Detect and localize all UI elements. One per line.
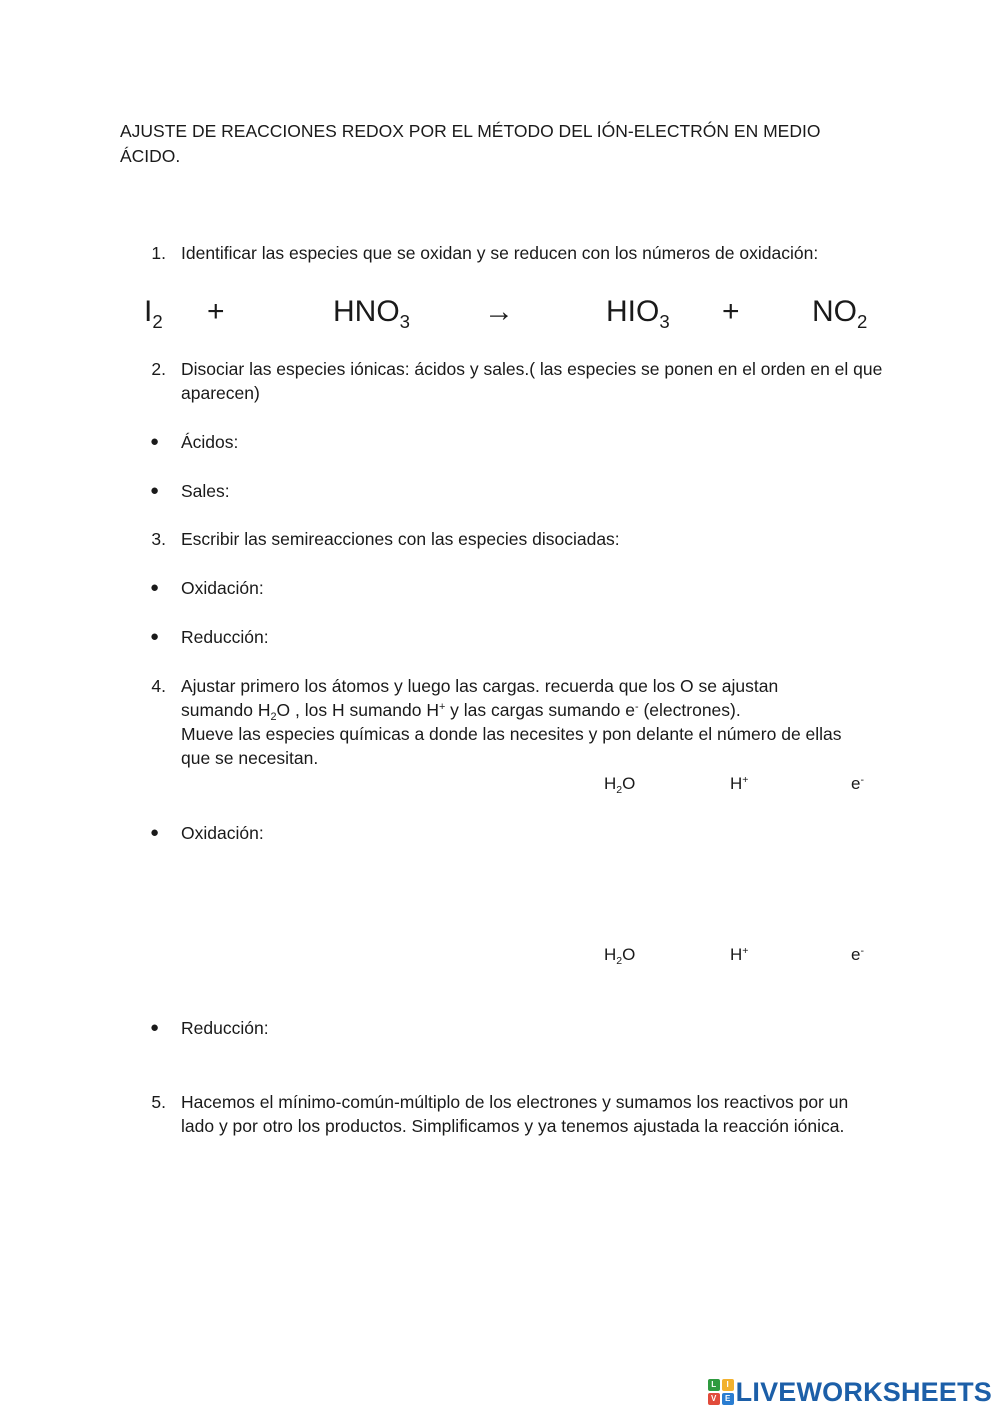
- plus-sign-2: +: [722, 295, 740, 328]
- step-1-number: 1.: [151, 243, 166, 263]
- proton-token[interactable]: H+: [730, 774, 749, 793]
- electron-token[interactable]: e-: [851, 945, 864, 964]
- step-5-text: Hacemos el mínimo-común-múltiplo de los electrones y sumamos los reactivos por un lado y por otro los productos. Simplificamos y ya tenemos ajustada la reacción iónica.: [181, 1092, 849, 1136]
- label-reduccion-step3: Reducción:: [181, 627, 269, 647]
- bullet: ●: [150, 628, 160, 645]
- label-oxidacion-step3: Oxidación:: [181, 578, 264, 598]
- step-3-number: 3.: [151, 529, 166, 549]
- bullet: ●: [150, 824, 160, 841]
- bullet: ●: [150, 433, 160, 450]
- reactant-nitric-acid: $HNO_3$: [333, 295, 411, 333]
- step-2-number: 2.: [151, 359, 166, 379]
- water-molecule-token[interactable]: $H_2O$: [604, 774, 636, 796]
- bullet: ●: [150, 482, 160, 499]
- step-5-number: 5.: [151, 1092, 166, 1112]
- step-1-text: Identificar las especies que se oxidan y se reducen con los números de oxidación:: [181, 243, 819, 263]
- liveworksheets-logo: [708, 1377, 992, 1407]
- reaction-arrow: →: [484, 295, 514, 328]
- proton-token[interactable]: H+: [730, 945, 749, 964]
- label-reduccion-step4: Reducción:: [181, 1018, 269, 1038]
- product-iodic-acid: $HIO_3$: [606, 295, 670, 333]
- logo-mark-icon: L I V E: [708, 1379, 734, 1405]
- page-title: AJUSTE DE REACCIONES REDOX POR EL MÉTODO DEL IÓN-ELECTRÓN EN MEDIO ÁCIDO.: [120, 121, 821, 166]
- reactant-iodine: $I_2$: [144, 295, 163, 333]
- step-3-text: Escribir las semireacciones con las especies disociadas:: [181, 529, 620, 549]
- step-4-text: Ajustar primero los átomos y luego las cargas. recuerda que los O se ajustan sumando $H_2O$ , los H sumando H+ y las cargas sumando e- (electrones). Mueve las especies químicas a donde las necesites y pon delante el número de ellas que se necesitan.: [181, 676, 842, 768]
- water-molecule-token[interactable]: $H_2O$: [604, 945, 636, 967]
- product-nitrogen-dioxide: $NO_2$: [812, 295, 868, 333]
- bullet: ●: [150, 1019, 160, 1036]
- label-sales: Sales:: [181, 481, 230, 501]
- logo-text: LIVEWORKSHEETS: [735, 1376, 992, 1407]
- label-acidos: Ácidos:: [181, 432, 239, 452]
- bullet: ●: [150, 579, 160, 596]
- label-oxidacion-step4: Oxidación:: [181, 823, 264, 843]
- step-4-number: 4.: [151, 676, 166, 696]
- step-2-text: Disociar las especies iónicas: ácidos y sales.( las especies se ponen en el orden en el que aparecen): [181, 359, 883, 403]
- plus-sign-1: +: [207, 295, 225, 328]
- electron-token[interactable]: e-: [851, 774, 864, 793]
